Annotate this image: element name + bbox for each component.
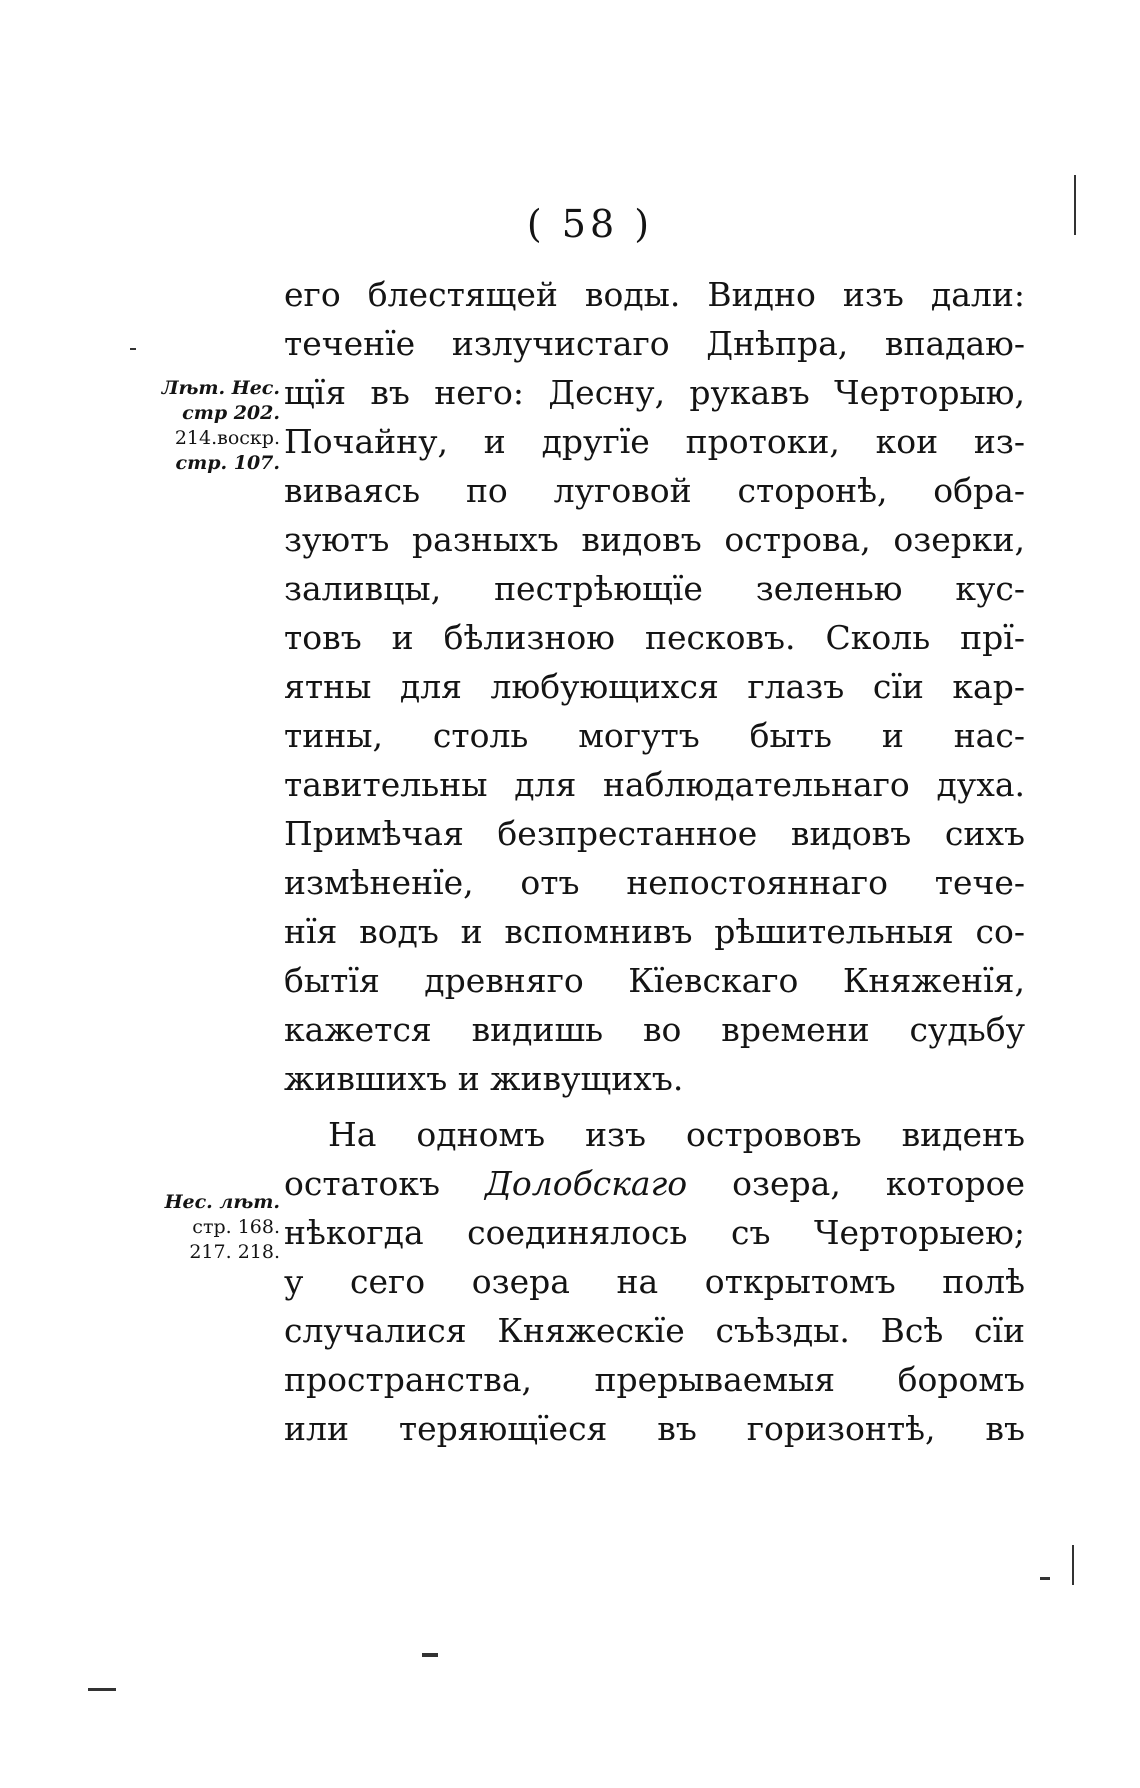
text-line: теченїе излучистаго Днѣпра, впадаю- <box>284 324 1025 363</box>
text-line: его блестящей воды. Видно изъ дали: <box>284 275 1025 314</box>
text-line: нїя водъ и вспомнивъ рѣшительныя со- <box>284 912 1025 951</box>
text-line: На одномъ изъ острововъ виденъ <box>328 1115 1025 1154</box>
text-line: ятны для любующихся глазъ сїи кар- <box>284 667 1025 706</box>
text-line <box>284 1159 1025 1208</box>
italic-place-name: Долобскаго <box>485 1164 688 1203</box>
text-line: измѣненїе, отъ непостояннаго тече- <box>284 863 1025 902</box>
text-line: щїя въ него: Десну, рукавъ Черторыю, <box>284 373 1025 412</box>
scan-mark <box>422 1653 438 1657</box>
scan-mark <box>1074 175 1076 235</box>
text-segment: остатокъ <box>284 1164 486 1203</box>
text-segment: озера, которое <box>687 1164 1025 1203</box>
text-line: или теряющїеся въ горизонтѣ, въ <box>284 1409 1025 1448</box>
scan-mark <box>1072 1545 1074 1585</box>
page-number: ( 58 ) <box>526 202 654 246</box>
text-line: жившихъ и живущихъ. <box>284 1059 684 1098</box>
text-line: у сего озера на открытомъ полѣ <box>284 1262 1025 1301</box>
text-line: тавительны для наблюдательнаго духа. <box>284 765 1025 804</box>
paragraph-1 <box>284 270 1025 1103</box>
text-line: виваясь по луговой сторонѣ, обра- <box>284 471 1025 510</box>
text-line: Примѣчая безпрестанное видовъ сихъ <box>284 814 1025 853</box>
text-line: заливцы, пестрѣющїе зеленью кус- <box>284 569 1025 608</box>
text-line: товъ и бѣлизною песковъ. Сколь прї- <box>284 618 1025 657</box>
scan-mark <box>88 1688 116 1691</box>
margin-note-line: стр. 168. <box>192 1216 280 1238</box>
margin-note-line: Лѣт. Нес. <box>161 377 280 399</box>
margin-note-line: 214.воскр. <box>174 427 280 449</box>
scan-mark <box>1040 1577 1050 1580</box>
text-line: пространства, прерываемыя боромъ <box>284 1360 1025 1399</box>
margin-note-line: стр. 107. <box>175 452 280 474</box>
text-line: зуютъ разныхъ видовъ острова, озерки, <box>284 520 1025 559</box>
text-line: тины, столь могутъ быть и нас- <box>284 716 1025 755</box>
scan-mark <box>130 348 136 350</box>
margin-note-1 <box>130 376 280 476</box>
margin-note-line: Нес. лѣт. <box>164 1191 280 1213</box>
text-line: нѣкогда соединялось съ Черторыею; <box>284 1213 1025 1252</box>
paragraph-2 <box>284 1110 1025 1453</box>
text-line: кажется видишь во времени судьбу <box>284 1010 1025 1049</box>
margin-note-line: 217. 218. <box>189 1241 280 1263</box>
text-line: бытїя древняго Кїевскаго Княженїя, <box>284 961 1025 1000</box>
margin-note-line: стр 202. <box>182 402 280 424</box>
text-line: Почайну, и другїе протоки, кои из- <box>284 422 1025 461</box>
text-line: случалися Княжескїе съѣзды. Всѣ сїи <box>284 1311 1025 1350</box>
margin-note-2 <box>130 1190 280 1265</box>
